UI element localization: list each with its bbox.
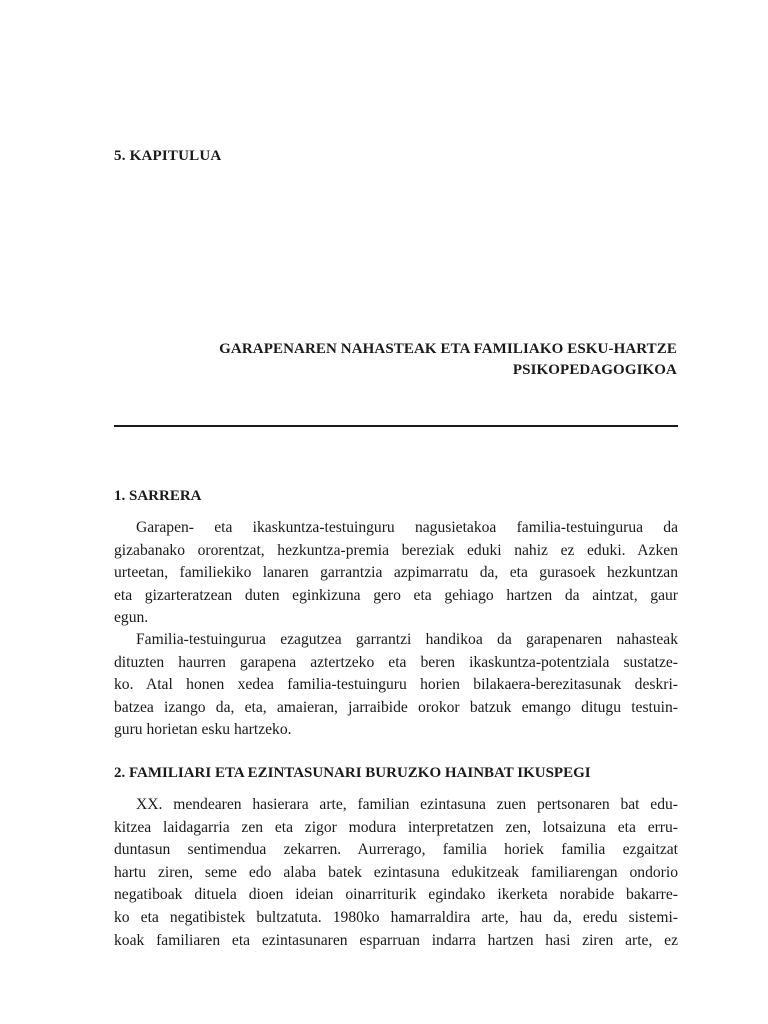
text-line: koak familiaren eta ezintasunaren esparruan indarra hartzen hasi ziren arte, ez [114,931,678,949]
text-line: ko eta negatibistek bultzatuta. 1980ko hamarraldira arte, hau da, eredu sistemi- [114,908,678,926]
text-line: XX. mendearen hasierara arte, familian ezintasuna zuen pertsonaren bat edu- [136,796,678,813]
text-line: guru horietan esku hartzeko. [114,721,292,739]
text-line: ko. Atal honen xedea familia-testuinguru horien bilakaera-berezitasunak deskri- [114,676,678,694]
chapter-title [140,339,677,381]
text-line: urteetan, familiekiko lanaren garrantzia azpimarratu da, eta gurasoek hezkuntzan [114,564,678,582]
chapter-title-line: GARAPENAREN NAHASTEAK ETA FAMILIAKO ESKU-HARTZE [219,341,677,357]
chapter-label: 5. KAPITULUA [114,148,222,164]
paragraph [114,517,678,630]
section-heading: 2. FAMILIARI ETA EZINTASUNARI BURUZKO HAINBAT IKUSPEGI [114,765,591,781]
text-line: kitzea laidagarria zen eta zigor modura interpretatzen zen, lotsaizuna eta erru- [114,818,678,836]
text-line: Garapen- eta ikaskuntza-testuinguru nagusietakoa familia-testuingurua da [136,519,678,536]
text-line: duntasun sentimendua zekarren. Aurrerago, familia horiek familia ezgaitzat [114,841,678,859]
text-line: dituzten haurren garapena aztertzeko eta beren ikaskuntza-potentziala sustatze- [114,653,678,671]
text-line: batzea izango da, eta, amaieran, jarraibide orokor batzuk emango ditugu testuin- [114,698,678,716]
text-line: eta gizarteratzean duten eginkizuna gero eta gehiago hartzen da aintzat, gaur [114,586,678,604]
text-line: egun. [114,609,149,627]
text-line: Familia-testuingurua ezagutzea garrantzi handikoa da garapenaren nahasteak [136,631,678,648]
chapter-title-line: PSIKOPEDAGOGIKOA [512,362,677,378]
text-line: gizabanako ororentzat, hezkuntza-premia bereziak eduki nahiz ez eduki. Azken [114,541,678,559]
section-heading: 1. SARRERA [114,488,202,504]
paragraph [114,629,678,742]
horizontal-rule [114,425,678,427]
text-line: hartu ziren, seme edo alaba batek ezintasuna edukitzeak familiarengan ondorio [114,863,678,881]
text-line: negatiboak dituela dioen ideian oinarriturik egindako ikerketa norabide bakarre- [114,886,678,904]
paragraph [114,794,678,952]
